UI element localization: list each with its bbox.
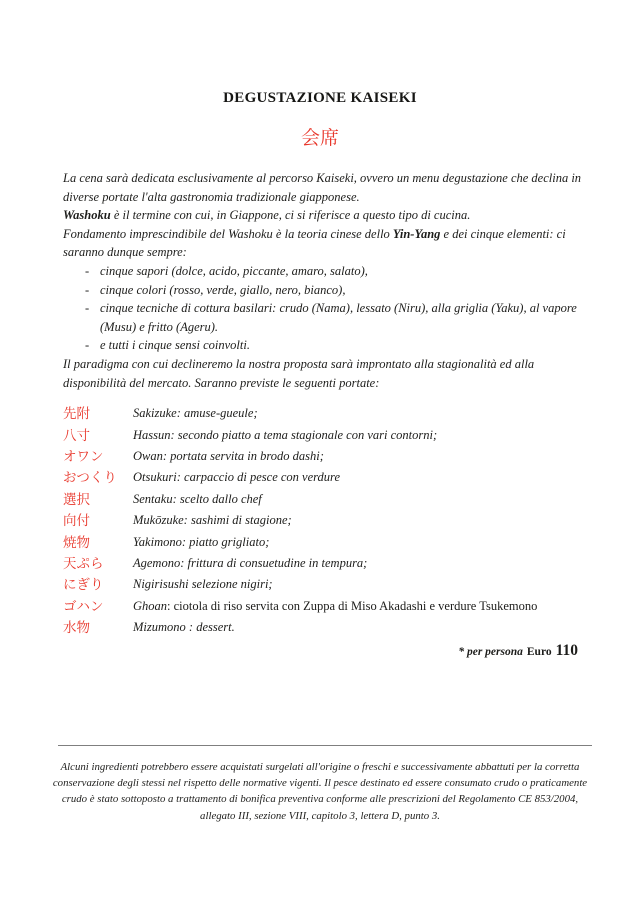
menu-row — [63, 532, 582, 553]
course-japanese-label: 選択 — [63, 491, 90, 507]
bullet-text: cinque colori (rosso, verde, giallo, nero, bianco), — [100, 282, 346, 297]
course-japanese-label: 向付 — [63, 513, 90, 529]
course-description: Sentaku: scelto dallo chef — [133, 491, 262, 506]
price-amount: 110 — [555, 641, 578, 659]
menu-row — [63, 553, 582, 574]
bullet-dash: - — [85, 263, 90, 278]
course-japanese-label: 焼物 — [63, 534, 90, 550]
menu-row — [63, 403, 582, 424]
course-japanese-label: おつくり — [63, 470, 117, 486]
menu-row — [63, 467, 582, 488]
course-description: Yakimono: piatto grigliato; — [133, 534, 270, 549]
price-note: * per persona — [458, 645, 523, 658]
course-description: Mukōzuke: sashimi di stagione; — [133, 513, 292, 528]
menu-row — [63, 489, 582, 510]
course-description: Nigirisushi selezione nigiri; — [133, 577, 273, 592]
course-description: Otsukuri: carpaccio di pesce con verdure — [133, 470, 340, 485]
footer-disclaimer: Alcuni ingredienti potrebbero essere acquistati surgelati all'origine o freschi e successivamente abbattuti per la corretta conservazione degli stessi nel rispetto delle normative vigenti. Il pesce destinato ed essere consumato crudo o praticamente crudo è stato sottoposto a trattamento di bonifica preventiva conforme alle prescrizioni del Regolamento CE 853/2004, allegato III, sezione VIII, capitolo 3, lettera D, punto 3. — [52, 760, 588, 822]
menu-section — [63, 403, 582, 638]
course-description: Ghoan: ciotola di riso servita con Zuppa di Miso Akadashi e verdure Tsukemono — [133, 598, 538, 613]
course-japanese-label: 水物 — [63, 620, 90, 636]
intro-paragraph: Fondamento imprescindibile del Washoku è la teoria cinese dello Yin-Yang e dei cinque elementi: ci saranno dunque sempre: — [63, 226, 566, 260]
course-description: Agemono: frittura di consuetudine in tempura; — [133, 555, 368, 570]
bullet-dash: - — [85, 338, 90, 353]
bullet-item — [85, 262, 582, 281]
course-japanese-label: ゴハン — [63, 598, 104, 614]
course-japanese-label: 天ぷら — [63, 555, 104, 571]
page-title: DEGUSTAZIONE KAISEKI — [223, 90, 417, 106]
bullet-text: e tutti i cinque sensi coinvolti. — [100, 338, 250, 353]
intro-paragraph: Washoku è il termine con cui, in Giappone, ci si riferisce a questo tipo di cucina. — [63, 208, 471, 223]
menu-row — [63, 425, 582, 446]
intro-paragraph: La cena sarà dedicata esclusivamente al percorso Kaiseki, ovvero un menu degustazione che declina in diverse portate l'alta gastronomia tradizionale giapponese. — [63, 171, 582, 204]
course-japanese-label: 八寸 — [63, 427, 90, 443]
course-description: Sakizuke: amuse-gueule; — [133, 406, 258, 421]
bullet-text: cinque tecniche di cottura basilari: crudo (Nama), lessato (Niru), alla griglia (Yaku), al vapore (Musu) e fritto (Ageru). — [100, 301, 577, 334]
course-japanese-label: オワン — [63, 448, 104, 464]
price-currency: Euro — [526, 645, 552, 658]
intro-closing-paragraph: Il paradigma con cui declineremo la nostra proposta sarà improntato alla stagionalità ed alla disponibilità del mercato. Saranno previste le seguenti portate: — [63, 356, 535, 390]
intro-section — [63, 169, 582, 392]
menu-row — [63, 446, 582, 467]
course-description: Owan: portata servita in brodo dashi; — [133, 448, 324, 463]
course-description: Hassun: secondo piatto a tema stagionale con vari contorni; — [133, 427, 438, 442]
japanese-subtitle: 会席 — [300, 128, 339, 149]
price-line — [0, 641, 578, 662]
menu-row — [63, 510, 582, 531]
bullet-dash: - — [85, 282, 90, 297]
divider-rule — [58, 745, 592, 746]
bullet-item — [85, 281, 582, 300]
intro-bullet-list — [63, 262, 582, 355]
menu-row — [63, 596, 582, 617]
course-japanese-label: にぎり — [63, 577, 104, 593]
bullet-item — [85, 336, 582, 355]
course-description: Mizumono : dessert. — [133, 620, 235, 635]
bullet-text: cinque sapori (dolce, acido, piccante, amaro, salato), — [100, 263, 368, 278]
bullet-item — [85, 299, 582, 336]
bullet-dash: - — [85, 301, 90, 316]
menu-row — [63, 617, 582, 638]
intro-paragraphs — [63, 169, 582, 262]
menu-row — [63, 574, 582, 595]
course-japanese-label: 先附 — [63, 406, 90, 422]
